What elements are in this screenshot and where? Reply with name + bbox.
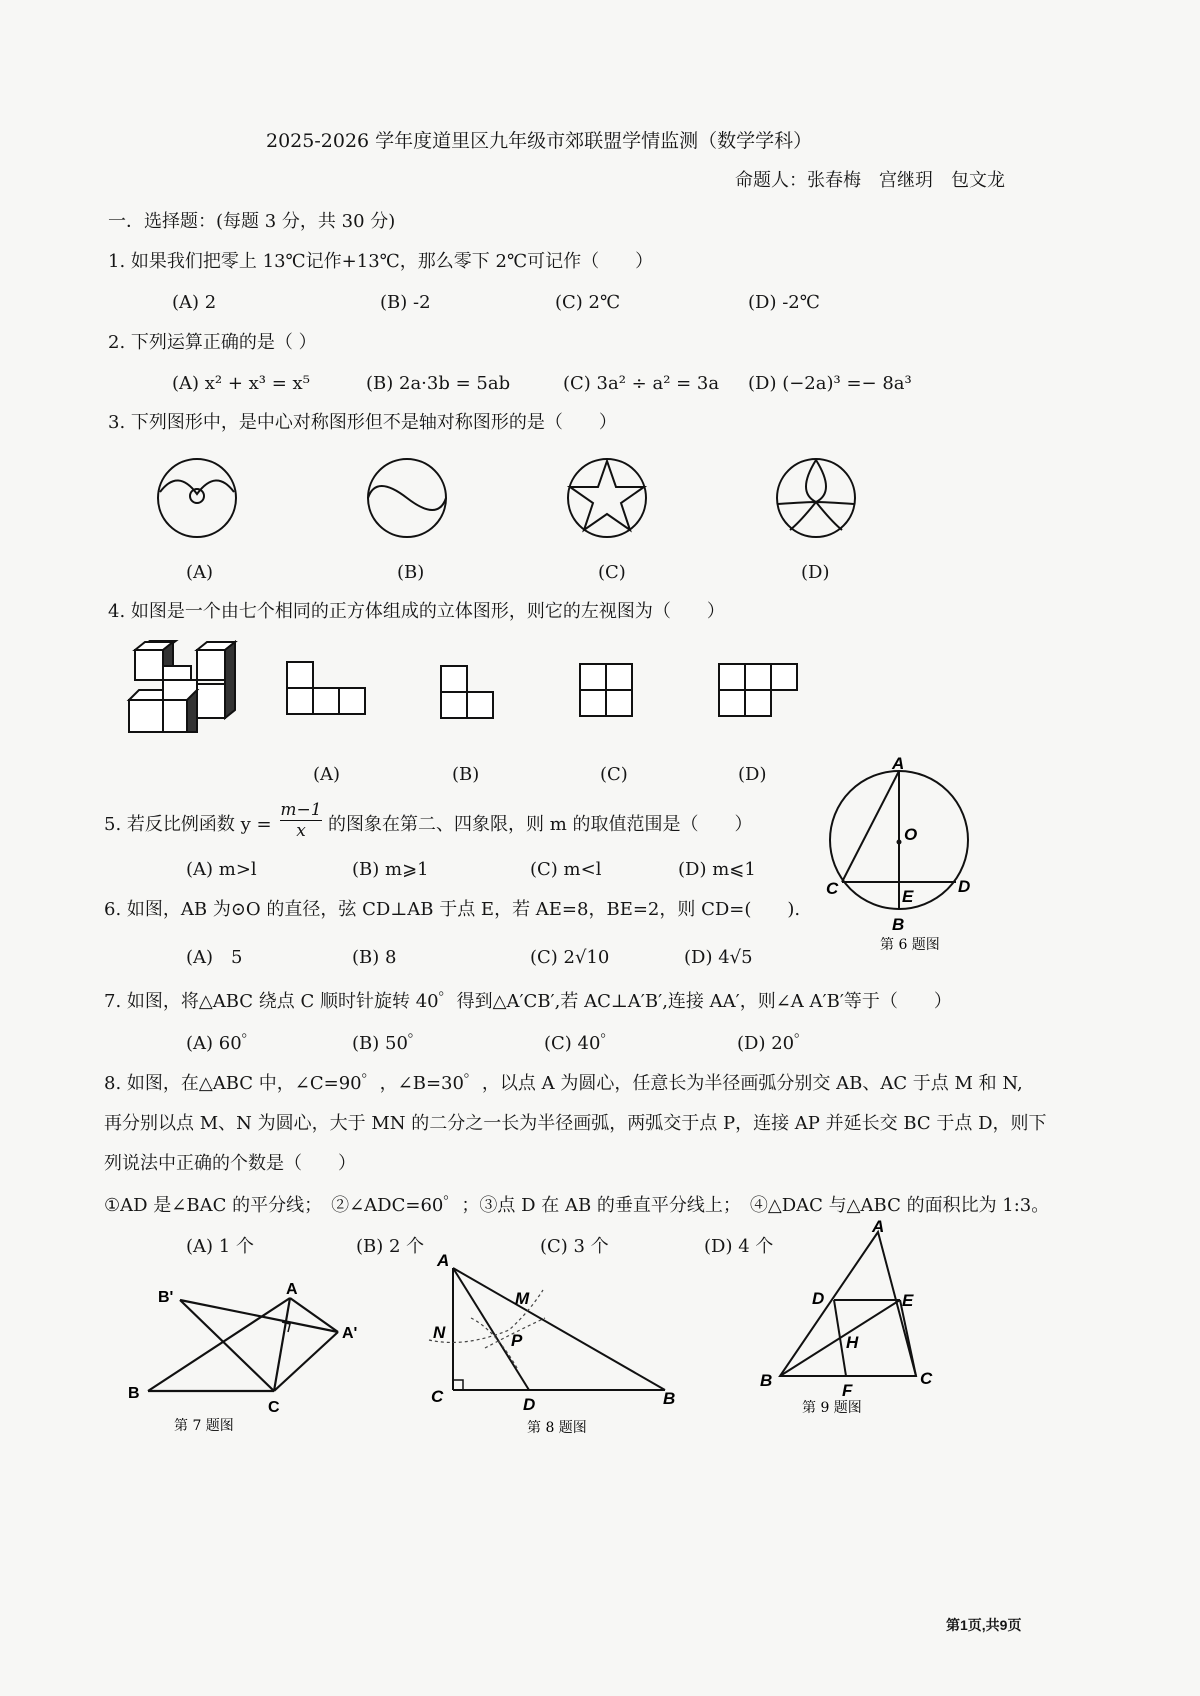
q1-option-c: (C) 2℃: [555, 292, 621, 313]
section-heading: 一．选择题：(每题 3 分，共 30 分): [108, 211, 396, 232]
q8-option-a: (A) 1 个: [186, 1236, 254, 1257]
q4-view-d: [719, 664, 797, 716]
q3-figure-a: [158, 459, 236, 537]
q5-stem-pre: 5. 若反比例函数 y =: [104, 814, 272, 835]
q7-option-c: (C) 40゜: [544, 1033, 619, 1054]
q7-label-a: A: [286, 1281, 298, 1298]
q1-option-b: (B) -2: [380, 292, 431, 313]
q5-option-a: (A) m>l: [186, 859, 257, 880]
q6-option-a: (A) 5: [186, 947, 243, 968]
q7-label-bprime: B': [158, 1289, 174, 1306]
q8-option-b: (B) 2 个: [356, 1236, 425, 1257]
authors: 命题人：张春梅 宫继玥 包文龙: [735, 170, 1005, 191]
q4-option-d: (D): [738, 764, 767, 785]
q7-stem: 7. 如图，将△ABC 绕点 C 顺时针旋转 40゜得到△A′CB′,若 AC⊥A′B′,连接 AA′，则∠A A′B′等于（ ）: [104, 991, 952, 1012]
q1-option-a: (A) 2: [172, 292, 217, 313]
q7-option-a: (A) 60゜: [186, 1033, 260, 1054]
q3-figure-d: [777, 459, 855, 537]
q6-label-e: E: [902, 887, 914, 906]
q1-option-d: (D) -2℃: [748, 292, 820, 313]
q7-label-aprime: A': [342, 1325, 358, 1342]
q2-option-c: (C) 3a² ÷ a² = 3a: [563, 373, 720, 394]
q9-label-c: C: [920, 1369, 933, 1388]
q9-label-h: H: [846, 1333, 859, 1352]
q4-stem: 4. 如图是一个由七个相同的正方体组成的立体图形，则它的左视图为（ ）: [108, 601, 725, 622]
q6-option-c: (C) 2√10: [530, 947, 610, 968]
q4-view-a: [287, 662, 365, 714]
q5-frac-num: m−1: [280, 800, 322, 820]
q6-option-d: (D) 4√5: [684, 947, 753, 968]
q2-stem: 2. 下列运算正确的是（ ）: [108, 332, 317, 353]
q4-option-c: (C): [600, 764, 628, 785]
q4-view-c: [580, 664, 632, 716]
q3-figure-b: [368, 459, 446, 537]
q5-fraction: [280, 800, 322, 841]
q8-stem-line3: 列说法中正确的个数是（ ）: [104, 1153, 356, 1174]
q7-option-b: (B) 50゜: [352, 1033, 426, 1054]
q7-label-c: C: [268, 1399, 280, 1416]
q6-label-d: D: [958, 877, 971, 896]
q8-label-p: P: [511, 1331, 523, 1350]
q8-figure: [425, 1248, 690, 1438]
q5-stem-post: 的图象在第二、四象限，则 m 的取值范围是（ ）: [328, 814, 753, 835]
q6-caption: 第 6 题图: [880, 937, 940, 953]
q7-caption: 第 7 题图: [174, 1418, 234, 1434]
page-footer: 第1页,共9页: [946, 1617, 1022, 1633]
q3-option-c: (C): [598, 562, 626, 583]
q1-stem: 1. 如果我们把零上 13℃记作+13℃，那么零下 2℃可记作（ ）: [108, 251, 654, 272]
q5-frac-den: x: [296, 821, 306, 841]
q2-option-d: (D) (−2a)³ =− 8a³: [748, 373, 912, 394]
q9-label-a: A: [872, 1217, 885, 1236]
q7-label-b: B: [128, 1385, 140, 1402]
q6-label-c: C: [826, 879, 839, 898]
q8-stem-line1: 8. 如图，在△ABC 中，∠C=90゜，∠B=30゜，以点 A 为圆心，任意长为半径画弧分别交 AB、AC 于点 M 和 N,: [104, 1073, 1023, 1094]
q7-option-d: (D) 20゜: [737, 1033, 813, 1054]
q9-label-e: E: [902, 1291, 914, 1310]
q4-option-a: (A): [313, 764, 341, 785]
q8-label-c: C: [431, 1387, 444, 1406]
q4-solid: [129, 640, 235, 732]
q8-caption: 第 8 题图: [527, 1420, 587, 1436]
q6-label-o: O: [904, 825, 918, 844]
q3-option-d: (D): [801, 562, 830, 583]
q8-option-c: (C) 3 个: [540, 1236, 609, 1257]
q8-stem-line2: 再分别以点 M、N 为圆心，大于 MN 的二分之一长为半径画弧，两弧交于点 P，连接 AP 并延长交 BC 于点 D，则下: [104, 1113, 1047, 1134]
q8-label-d: D: [523, 1395, 536, 1414]
page-title: 2025-2026 学年度道里区九年级市郊联盟学情监测（数学学科）: [266, 130, 813, 152]
q7-figure: [120, 1278, 380, 1448]
q8-label-b: B: [663, 1389, 676, 1408]
q2-option-a: (A) x² + x³ = x⁵: [172, 373, 310, 394]
q6-stem: 6. 如图，AB 为⊙O 的直径，弦 CD⊥AB 于点 E，若 AE=8，BE=2，则 CD=( ).: [104, 899, 801, 920]
q3-figures: [150, 452, 910, 544]
q9-figure: [750, 1214, 950, 1426]
q5-option-b: (B) m⩾1: [352, 859, 429, 880]
q6-option-b: (B) 8: [352, 947, 397, 968]
q9-label-f: F: [842, 1381, 853, 1400]
q6-label-b: B: [892, 915, 905, 934]
q3-option-b: (B): [397, 562, 425, 583]
q3-stem: 3. 下列图形中，是中心对称图形但不是轴对称图形的是（ ）: [108, 412, 617, 433]
q8-label-a: A: [437, 1251, 450, 1270]
q4-figures: [125, 640, 825, 740]
q4-option-b: (B): [452, 764, 480, 785]
q2-option-b: (B) 2a·3b = 5ab: [366, 373, 511, 394]
q9-label-d: D: [812, 1289, 825, 1308]
q6-figure: [820, 754, 990, 954]
q5-option-c: (C) m<l: [530, 859, 602, 880]
q3-figure-c: [568, 459, 646, 537]
q8-label-m: M: [515, 1289, 530, 1308]
q8-label-n: N: [433, 1323, 446, 1342]
q4-view-b: [441, 666, 493, 718]
q8-option-d: (D) 4 个: [704, 1236, 774, 1257]
q3-option-a: (A): [186, 562, 214, 583]
q6-label-a: A: [892, 754, 905, 773]
q8-statements: ①AD 是∠BAC 的平分线； ②∠ADC=60゜；③点 D 在 AB 的垂直平分线上； ④△DAC 与△ABC 的面积比为 1:3。: [104, 1195, 1050, 1216]
q9-label-b: B: [760, 1371, 773, 1390]
q5-option-d: (D) m⩽1: [678, 859, 756, 880]
q9-caption: 第 9 题图: [802, 1400, 862, 1416]
